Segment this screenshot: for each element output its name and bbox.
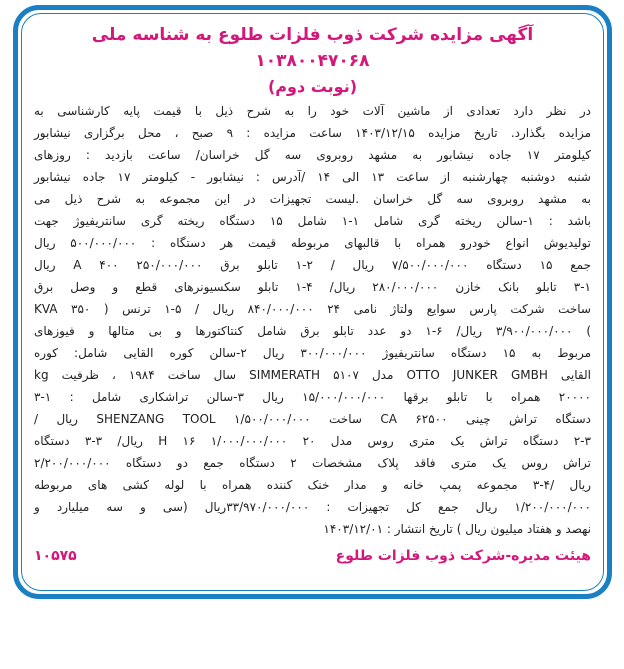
body-line: جمع ۱۵ دستگاه ۷/۵۰۰/۰۰۰/۰۰۰ ریال / ۲-۱ تابلو برق A ۴۰۰ ۲۵۰/۰۰۰/۰۰۰ ریال	[34, 258, 591, 272]
body-line: دستگاه تراش چینی CA ۶۲۵۰۰ ساخت SHENZANG TOOL ۱/۵۰۰/۰۰۰/۰۰۰ ریال /	[34, 412, 591, 426]
body-line: تراش روس یک متری فاقد پلاک مشخصات ۲ دستگاه جمع دو دستگاه ۲/۲۰۰/۰۰۰/۰۰۰	[34, 456, 591, 470]
body-line: تولیدیوش انواع خودرو همراه با قالبهای مربوطه قیمت هر دستگاه : ۵۰۰/۰۰۰/۰۰۰ ریال	[34, 236, 591, 250]
signature: هیئت مدیره-شرکت ذوب فلزات طلوع	[335, 548, 591, 564]
body-line: مزایده بگذارد. تاریخ مزایده ۱۴۰۳/۱۲/۱۵ ساعت مزایده : ۹ صبح ، محل برگزاری نیشابور	[34, 126, 591, 140]
body-line: ساخت شرکت پارس سوایع ولتاژ نامی ۲۴ ۸۴۰/۰۰۰/۰۰۰ ریال / ۵-۱ ترنس ( KVA ۳۵۰	[34, 302, 591, 316]
body-line: ریال /۴-۳ مجموعه پمپ خانه و مدار خنک کننده همراه با لوله کشی های مربوطه	[34, 478, 591, 492]
body-line: در نظر دارد تعدادی از ماشین آلات خود را به شرح ذیل با قیمت پایه کارشناسی به	[34, 104, 591, 118]
ad-frame	[13, 5, 612, 599]
body-line: مربوط به ۱۵ دستگاه سانتریفیوژ ۳۰۰/۰۰۰/۰۰۰ ریال ۲-سالن کوره القایی شامل: کوره	[34, 346, 592, 360]
body-line: ۲۰۰۰۰ همراه با تابلو برقها ۱۵/۰۰۰/۰۰۰/۰۰۰ ریال ۳-سالن تراشکاری شامل : ۱-۳	[34, 390, 591, 404]
ad-inner-frame	[21, 13, 604, 591]
ad-subtitle: (نوبت دوم)	[267, 77, 358, 96]
body-line: القایی OTTO JUNKER GMBH مدل ۵۱۰۷ SIMMERATH سال ساخت ۱۹۸۴ ، ظرفیت kg	[34, 368, 591, 382]
ad-footer	[34, 544, 591, 568]
body-line: باشد : ۱-سالن ریخته گری شامل ۱-۱ شامل ۱۵ دستگاه ریخته گری سانتریفیوژ جهت	[34, 214, 592, 228]
ad-title: آگهی مزایده شرکت ذوب فلزات طلوع به شناسه ملی ۱۰۳۸۰۰۴۷۰۶۸	[91, 25, 534, 71]
body-line: شنبه دوشنبه چهارشنبه از ساعت ۱۳ الی ۱۴ /آدرس : نیشابور - کیلومتر ۱۷ جاده نیشابور	[34, 170, 591, 184]
body-line: کیلومتر ۱۷ جاده نیشابور به مشهد روبروی سه گل خراسان/ ساعت بازدید : روزهای	[34, 148, 591, 162]
body-line: به مشهد روبروی سه گل خراسان .لیست تجهیزات در این مجموعه به شرح ذیل می	[34, 192, 591, 206]
body-line: ) ۳/۹۰۰/۰۰۰/۰۰۰ ریال/ ۶-۱ دو عدد تابلو برق شامل کنتاکتورها و بی متالها و فیوزهای	[34, 324, 591, 338]
body-line: نهصد و هفتاد میلیون ریال ) تاریخ انتشار : ۱۴۰۳/۱۲/۰۱	[323, 522, 591, 536]
body-line: ۳-۱ تابلو بانک خازن ۲۸۰/۰۰۰/۰۰۰ ریال/ ۴-۱ تابلو سکسیونرهای قطع و وصل برق	[34, 280, 591, 294]
body-line: ۱/۲۰۰/۰۰۰/۰۰۰ ریال جمع کل تجهیزات : ۳۳/۹۷۰/۰۰۰/۰۰۰ریال (سی و سه میلیارد و	[34, 500, 591, 514]
ad-code: ۱۰۵۷۵	[34, 548, 77, 564]
body-line: ۲-۳ دستگاه تراش یک متری روس مدل ۲۰ H ۱۶ ۱/۰۰۰/۰۰۰/۰۰۰ ریال/ ۳-۳ دستگاه	[34, 434, 592, 448]
ad-body	[34, 100, 591, 540]
